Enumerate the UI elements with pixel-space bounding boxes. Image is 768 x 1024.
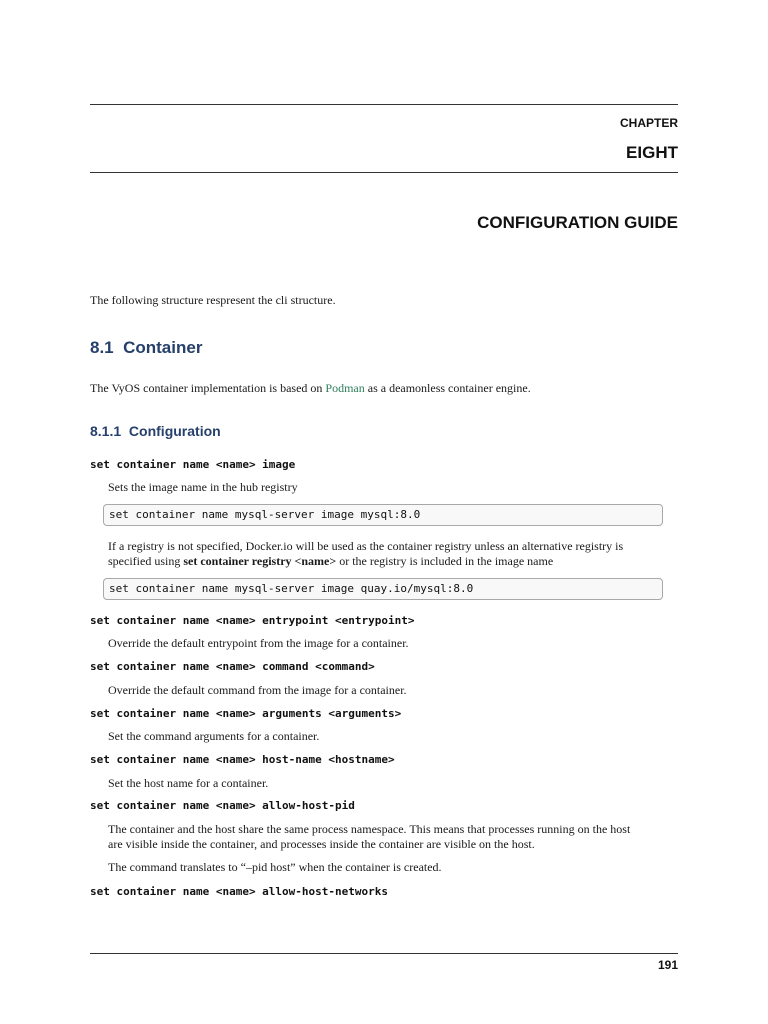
subsection-title: Configuration	[128, 423, 221, 439]
section-title: Container	[123, 338, 203, 357]
subsection-number: 8.1.1	[90, 423, 122, 439]
registry-note-line1: If a registry is not specified, Docker.io will be used as the container registry unless an alternative registry is	[108, 539, 624, 553]
command-host-name-desc: Set the host name for a container.	[108, 776, 269, 790]
code-example-registry: set container name mysql-server image quay.io/mysql:8.0	[103, 578, 663, 600]
section-intro-before: The VyOS container implementation is based on	[90, 381, 326, 395]
allow-host-pid-desc2: The command translates to “–pid host” when the container is created.	[108, 860, 442, 874]
command-host-name: set container name <name> host-name <hostname>	[90, 753, 395, 766]
command-command-desc: Override the default command from the image for a container.	[108, 683, 407, 697]
command-image-desc: Sets the image name in the hub registry	[108, 480, 298, 494]
command-arguments-desc: Set the command arguments for a container.	[108, 729, 320, 743]
command-arguments: set container name <name> arguments <arguments>	[90, 707, 402, 720]
code-example-image: set container name mysql-server image mysql:8.0	[103, 504, 663, 526]
chapter-title: CONFIGURATION GUIDE	[477, 213, 678, 232]
registry-note-before: specified using	[108, 554, 184, 568]
document-page	[90, 0, 678, 1024]
podman-link[interactable]: Podman	[325, 381, 365, 395]
section-heading	[90, 338, 202, 358]
chapter-bottom-rule	[90, 172, 678, 173]
section-number: 8.1	[90, 338, 114, 357]
section-intro-after: as a deamonless container engine.	[364, 381, 531, 395]
section-intro	[90, 381, 531, 396]
command-allow-host-pid: set container name <name> allow-host-pid	[90, 799, 355, 812]
chapter-number: EIGHT	[626, 143, 678, 162]
subsection-heading	[90, 423, 221, 439]
command-entrypoint-desc: Override the default entrypoint from the image for a container.	[108, 636, 409, 650]
registry-note-line2	[108, 554, 553, 569]
command-command: set container name <name> command <command>	[90, 660, 375, 673]
footer-rule	[90, 953, 678, 954]
command-image: set container name <name> image	[90, 458, 296, 471]
allow-host-pid-desc-line2: are visible inside the container, and processes inside the container are visible on the host.	[108, 837, 535, 851]
registry-note-after: or the registry is included in the image name	[336, 554, 554, 568]
intro-paragraph: The following structure respresent the cli structure.	[90, 293, 336, 307]
allow-host-pid-desc-line1: The container and the host share the same process namespace. This means that processes running on the host	[108, 822, 631, 836]
command-allow-host-networks: set container name <name> allow-host-networks	[90, 885, 389, 898]
chapter-top-rule	[90, 104, 678, 105]
command-entrypoint: set container name <name> entrypoint <entrypoint>	[90, 614, 415, 627]
chapter-label: CHAPTER	[619, 116, 678, 130]
registry-note-command: set container registry <name>	[183, 554, 337, 568]
page-number: 191	[657, 958, 678, 972]
